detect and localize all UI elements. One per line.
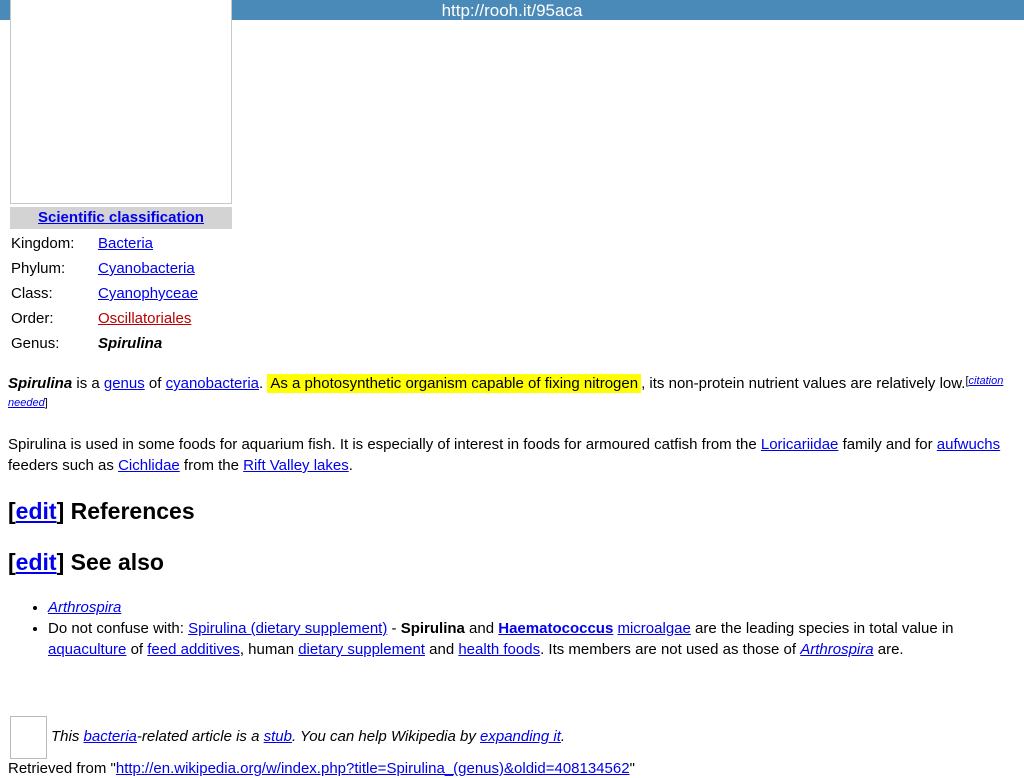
cyanobacteria-link[interactable]: cyanobacteria: [165, 375, 260, 392]
text: , its non-protein nutrient values are relatively low.: [641, 375, 966, 392]
text: is a: [72, 375, 104, 392]
article-subject: Spirulina: [8, 375, 73, 392]
heading-text: See also: [70, 549, 164, 575]
text: are.: [873, 641, 904, 658]
citation-needed-link[interactable]: citation needed: [8, 375, 1004, 409]
taxobox-row-genus: [11, 331, 251, 356]
scientific-classification-link[interactable]: Scientific classification: [38, 209, 204, 226]
taxobox-image: [10, 0, 232, 204]
arthrospira-link[interactable]: Arthrospira: [800, 641, 874, 658]
heading-references: [8, 497, 195, 525]
bracket: [: [8, 549, 16, 575]
loricariidae-link[interactable]: Loricariidae: [760, 436, 839, 453]
class-link[interactable]: Cyanophyceae: [98, 285, 199, 302]
text: .: [560, 728, 566, 745]
text: . You can help Wikipedia by: [291, 728, 481, 745]
dietary-supplement-link[interactable]: dietary supplement: [298, 641, 425, 658]
text: Do not confuse with:: [48, 620, 189, 637]
order-link[interactable]: Oscillatoriales: [98, 310, 192, 327]
text: family and for: [838, 436, 937, 453]
genus-value: Spirulina: [98, 335, 163, 352]
microalgae-link[interactable]: microalgae: [617, 620, 691, 637]
text: .: [348, 457, 353, 474]
text: and: [464, 620, 499, 637]
text: ]: [44, 397, 48, 409]
taxobox-row-class: [11, 281, 251, 306]
highlighted-text: As a photosynthetic organism capable of fixing nitrogen: [267, 374, 641, 393]
text: Retrieved from ": [8, 760, 116, 777]
retrieved-from-link[interactable]: http://en.wikipedia.org/w/index.php?title=Spirulina_(genus)&oldid=408134562: [115, 760, 630, 777]
intro-paragraph: [8, 373, 1008, 417]
text: of: [126, 641, 148, 658]
text: are the leading species in total value in: [690, 620, 954, 637]
taxobox-key: Phylum:: [11, 260, 66, 277]
text: -: [387, 620, 401, 637]
bold-text: Spirulina: [400, 620, 465, 637]
text: and: [424, 641, 459, 658]
heading-text: References: [70, 498, 195, 524]
arthrospira-link[interactable]: Arthrospira: [48, 599, 122, 616]
retrieved-from: [8, 760, 635, 778]
rift-valley-lakes-link[interactable]: Rift Valley lakes: [243, 457, 349, 474]
text: of: [144, 375, 166, 392]
heading-see-also: [8, 548, 164, 576]
text: Spirulina is used in some foods for aquarium fish. It is especially of interest in foods for armoured catfish from the: [8, 436, 761, 453]
cichlidae-link[interactable]: Cichlidae: [118, 457, 180, 474]
taxobox-row-order: [11, 306, 251, 331]
taxobox-row-kingdom: [11, 231, 251, 256]
taxobox-key: Order:: [11, 310, 54, 327]
text: .: [259, 375, 268, 392]
bracket: [: [8, 498, 16, 524]
text: This: [51, 728, 84, 745]
stub-text: [51, 726, 565, 747]
taxobox-header: [10, 207, 232, 229]
text: feeders such as: [8, 457, 119, 474]
see-also-list: [8, 597, 1018, 660]
text: ": [629, 760, 635, 777]
kingdom-link[interactable]: Bacteria: [98, 235, 154, 252]
haematococcus-link[interactable]: Haematococcus: [498, 620, 614, 637]
aquaculture-link[interactable]: aquaculture: [48, 641, 127, 658]
genus-link[interactable]: genus: [103, 375, 145, 392]
aufwuchs-link[interactable]: aufwuchs: [936, 436, 1001, 453]
bacteria-link[interactable]: bacteria: [83, 728, 137, 745]
feed-additives-link[interactable]: feed additives: [147, 641, 240, 658]
list-item: [48, 597, 1018, 618]
edit-references-link[interactable]: edit: [15, 498, 57, 524]
text: , human: [239, 641, 299, 658]
stub-icon: [10, 716, 47, 759]
taxobox-key: Kingdom:: [11, 235, 75, 252]
aquarium-paragraph: [8, 434, 1013, 476]
taxobox-key: Class:: [11, 285, 53, 302]
edit-see-also-link[interactable]: edit: [15, 549, 57, 575]
stub-link[interactable]: stub: [263, 728, 292, 745]
bracket: ]: [56, 498, 65, 524]
taxobox-row-phylum: [11, 256, 251, 281]
health-foods-link[interactable]: health foods: [458, 641, 541, 658]
text: from the: [179, 457, 244, 474]
phylum-link[interactable]: Cyanobacteria: [98, 260, 195, 277]
spirulina-supplement-link[interactable]: Spirulina (dietary supplement): [188, 620, 388, 637]
text: -related article is a: [136, 728, 264, 745]
list-item: [48, 618, 1018, 660]
text: . Its members are not used as those of: [540, 641, 801, 658]
bracket: ]: [56, 549, 65, 575]
text: [: [965, 375, 969, 387]
taxobox-key: Genus:: [11, 335, 60, 352]
expanding-it-link[interactable]: expanding it: [480, 728, 561, 745]
url-text: http://rooh.it/95aca: [441, 1, 583, 20]
